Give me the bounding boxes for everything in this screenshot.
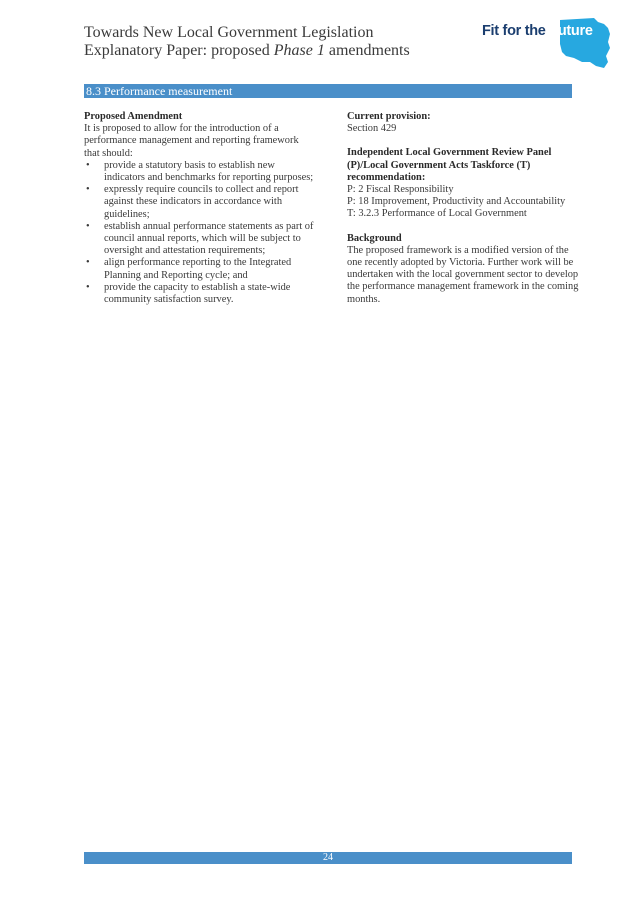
- document-header: [84, 24, 410, 60]
- review-panel-heading: Independent Local Government Review Panel (P)/Local Government Acts Taskforce (T) recommendation:: [347, 147, 552, 183]
- panel-line: P: 2 Fiscal Responsibility: [347, 184, 454, 196]
- panel-line: P: 18 Improvement, Productivity and Accountability: [347, 196, 566, 208]
- page-number-bar: 24: [84, 852, 572, 864]
- logo-text-part2: Future: [549, 23, 593, 39]
- panel-line: T: 3.2.3 Performance of Local Government: [347, 208, 527, 220]
- bullet-item: • align performance reporting to the Integrated Planning and Reporting cycle; and: [84, 257, 316, 281]
- bullet-item: • establish annual performance statements as part of council annual reports, which will be subject to oversight and attestation requirements;: [84, 221, 316, 258]
- background-heading: Background: [347, 232, 402, 244]
- header-line-1: Towards New Local Government Legislation: [84, 24, 374, 41]
- bullet-item: • provide a statutory basis to establish new indicators and benchmarks for reporting purposes;: [84, 160, 316, 184]
- logo-text: [482, 23, 593, 39]
- current-provision-text: Section 429: [347, 123, 397, 135]
- header-line-2-suffix: amendments: [324, 42, 410, 59]
- bullet-item: • expressly require councils to collect and report against these indicators in accordance with guidelines;: [84, 184, 316, 221]
- background-text: The proposed framework is a modified version of the one recently adopted by Victoria. Further work will be undertaken with the local government sector to develop the performance management framework in the coming months.: [347, 244, 579, 305]
- section-title-bar: 8.3 Performance measurement: [84, 84, 572, 98]
- amendment-bullet-list: [84, 160, 316, 306]
- current-provision-heading: Current provision:: [347, 111, 431, 122]
- fit-for-the-future-logo: [482, 18, 612, 70]
- header-line-2: [84, 42, 410, 60]
- header-line-2-italic: Phase 1: [273, 42, 325, 59]
- logo-text-part1: Fit for the: [482, 23, 550, 39]
- proposed-amendment-column: [84, 111, 316, 306]
- provision-column: [347, 111, 579, 306]
- header-line-2-prefix: Explanatory Paper: proposed: [84, 42, 274, 59]
- proposed-amendment-heading: Proposed Amendment: [84, 111, 183, 122]
- proposed-amendment-intro: It is proposed to allow for the introduction of a performance management and reporting framework that should:: [84, 123, 299, 159]
- bullet-item: • provide the capacity to establish a state-wide community satisfaction survey.: [84, 282, 316, 306]
